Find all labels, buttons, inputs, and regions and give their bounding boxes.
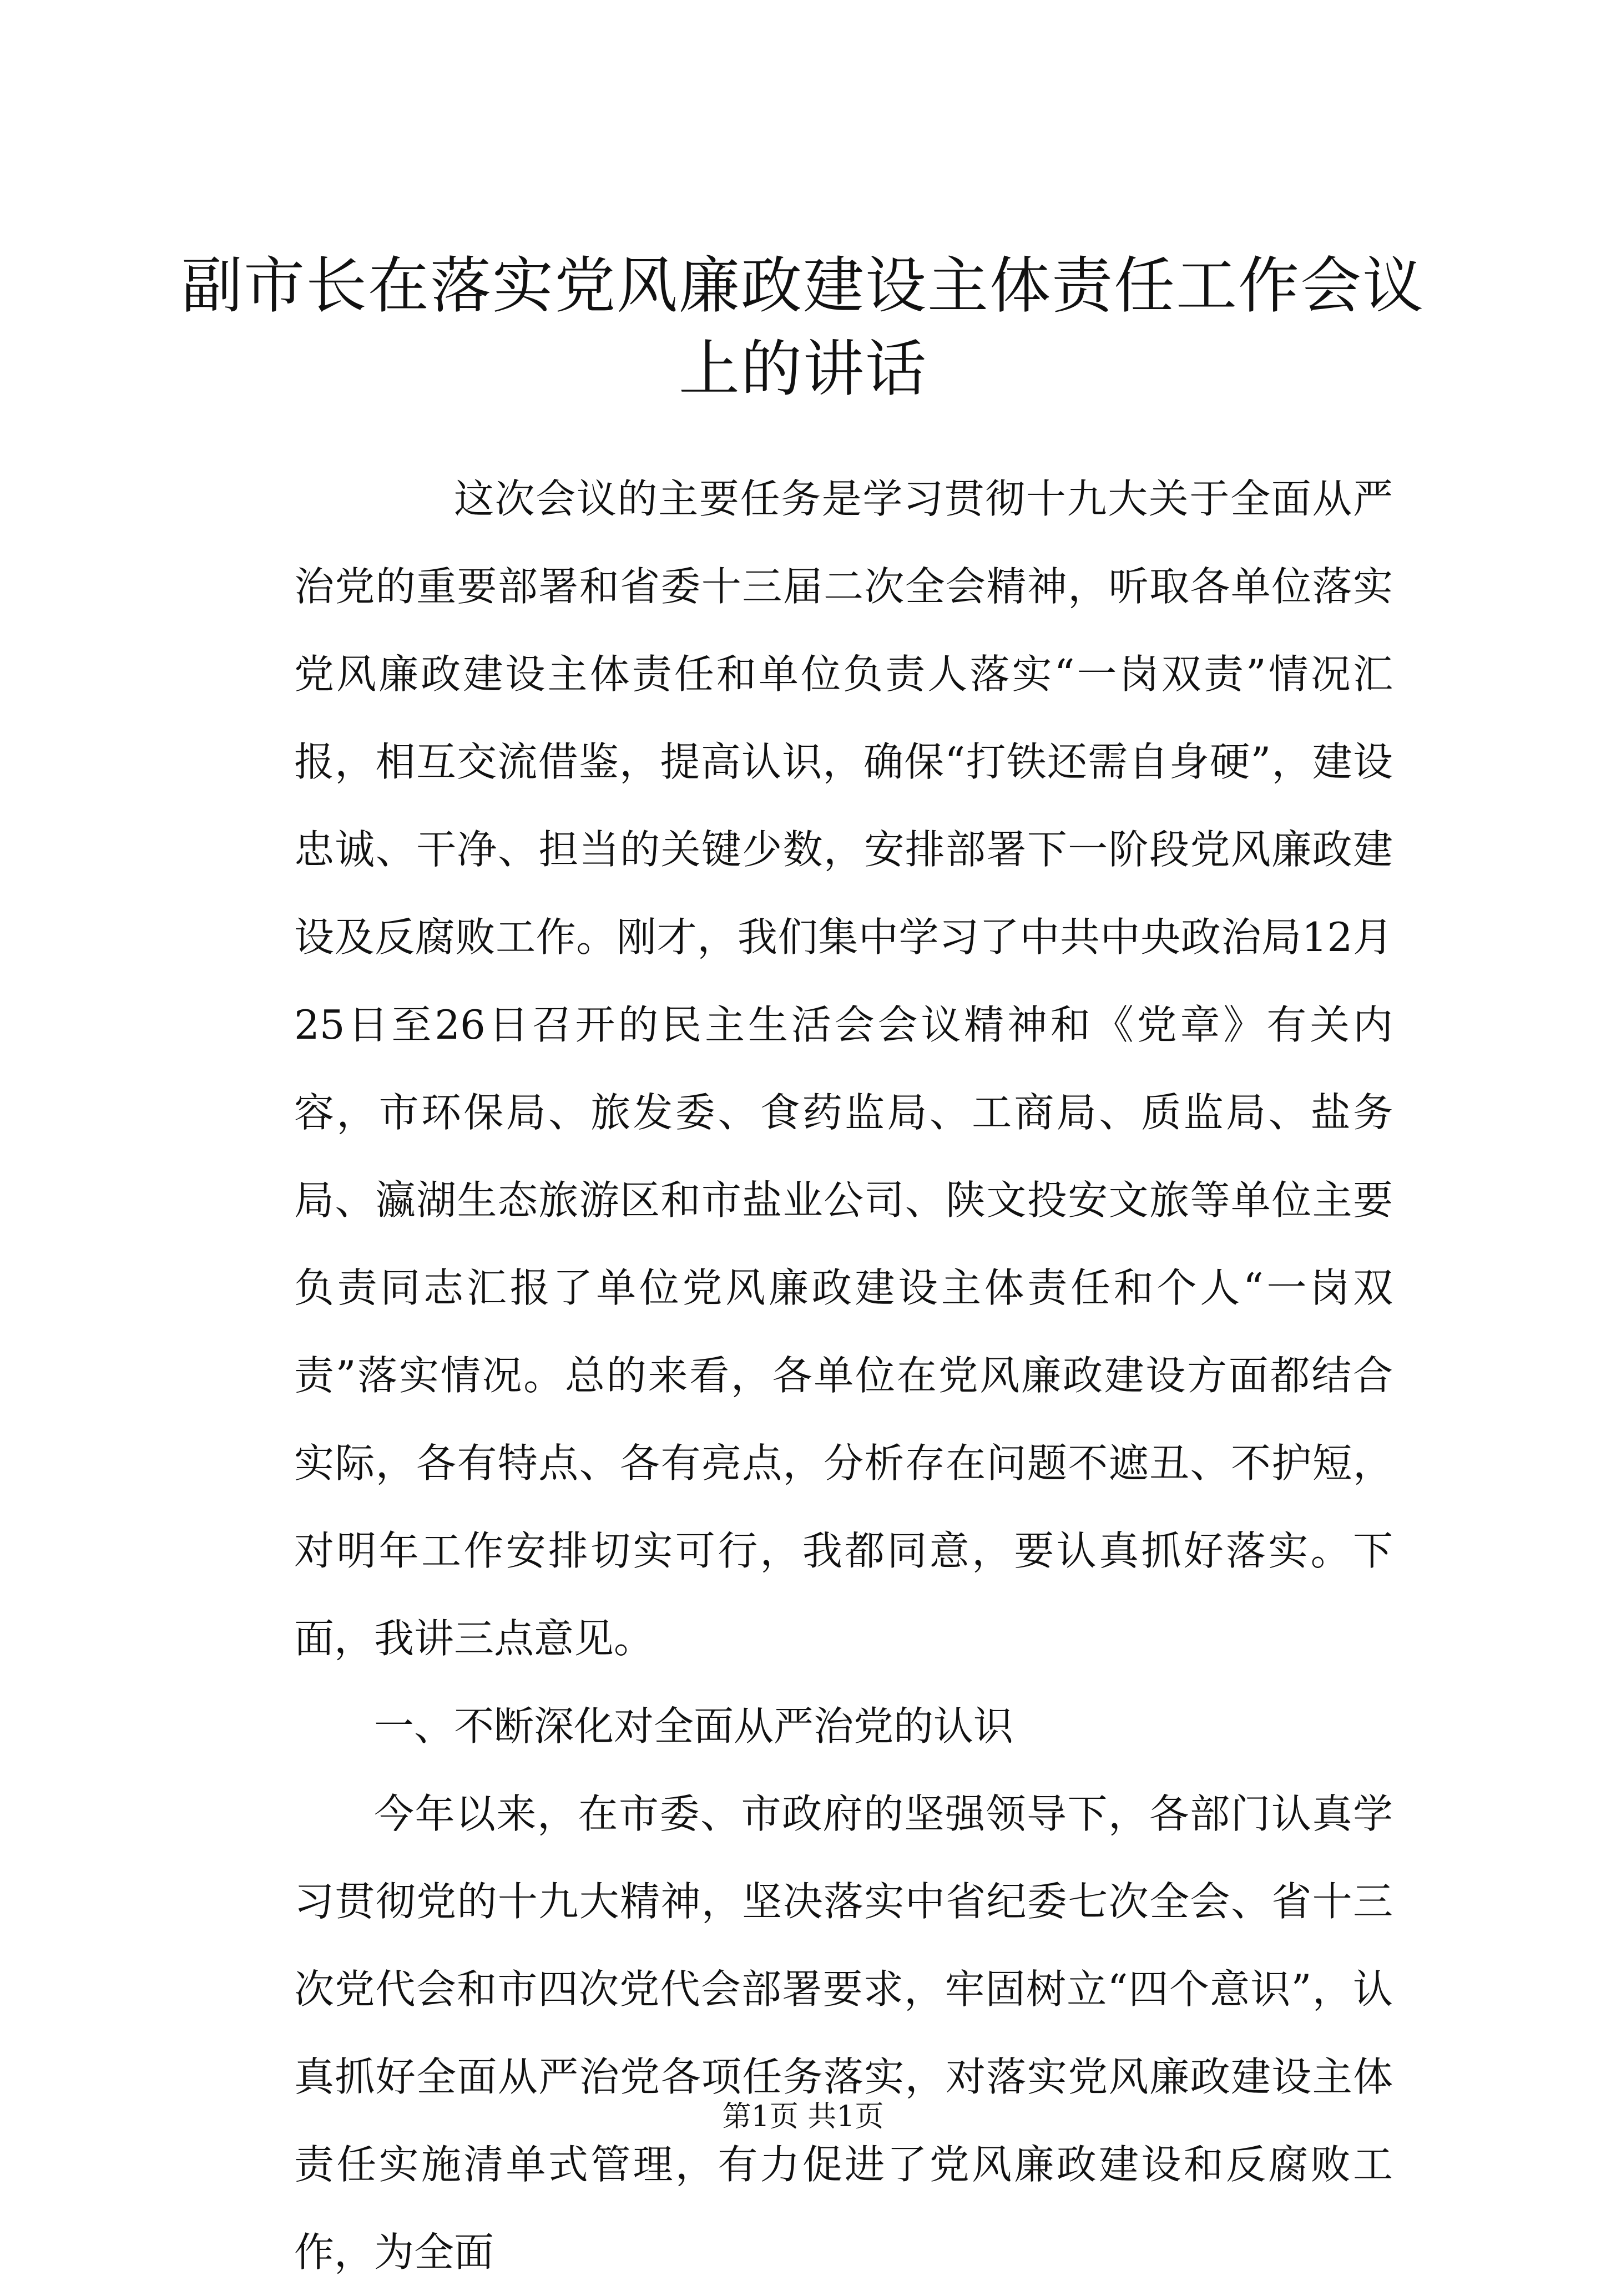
section-heading-1: 一、不断深化对全面从严治党的认识 [374,1703,1014,1749]
paragraph-intro: 这次会议的主要任务是学习贯彻十九大关于全面从严治党的重要部署和省委十三届二次全会精神，听取各单位落实党风廉政建设主体责任和单位负责人落实“一岗双责”情况汇报，相互交流借鉴，提高认识，确保“打铁还需自身硬”，建设忠诚、干净、担当的关键少数，安排部署下一阶段党风廉政建设及反腐败工作。刚才，我们集中学习了中共中央政治局12月25日至26日召开的民主生活会会议精神和《党章》有关内容，市环保局、旅发委、食药监局、工商局、质监局、盐务局、瀛湖生态旅游区和市盐业公司、陕文投安文旅等单位主要负责同志汇报了单位党风廉政建设主体责任和个人“一岗双责”落实情况。总的来看，各单位在党风廉政建设方面都结合实际，各有特点、各有亮点，分析存在问题不遮丑、不护短，对明年工作安排切实可行，我都同意，要认真抓好落实。下面，我讲三点意见。 [294,476,1393,1662]
document-title: 副市长在落实党风廉政建设主体责任工作会议上的讲话 [181,250,1425,404]
page-number-footer: 第1页 共1页 [722,2100,884,2133]
paragraph-section-1: 今年以来，在市委、市政府的坚强领导下，各部门认真学习贯彻党的十九大精神，坚决落实中省纪委七次全会、省十三次党代会和市四次党代会部署要求，牢固树立“四个意识”，认真抓好全面从严治党各项任务落实，对落实党风廉政建设主体责任实施清单式管理，有力促进了党风廉政建设和反腐败工作，为全面 [294,1791,1393,2275]
document-body [294,455,1393,2296]
